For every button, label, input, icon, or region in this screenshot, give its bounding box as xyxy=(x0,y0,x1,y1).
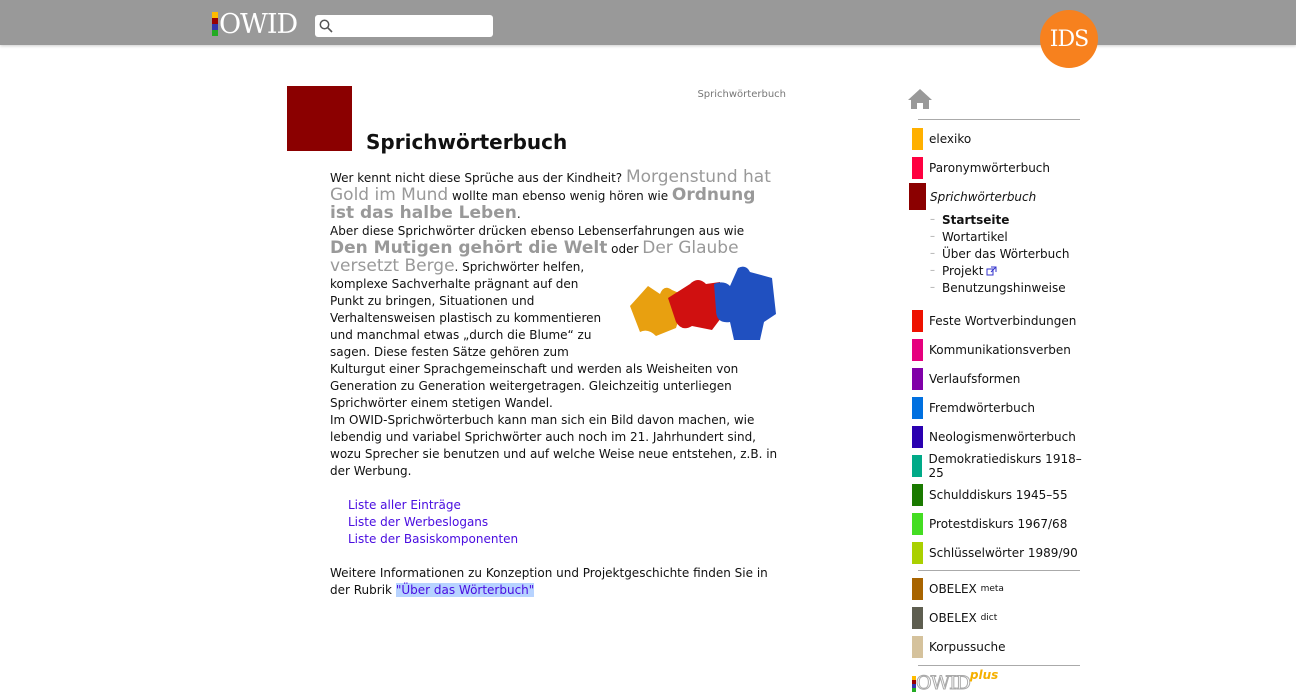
color-marker xyxy=(909,183,926,210)
sidebar-item-korpussuche[interactable]: Korpussuche xyxy=(909,632,1089,661)
sidebar-sub-about[interactable]: – Über das Wörterbuch xyxy=(930,246,1070,261)
color-marker xyxy=(912,607,923,629)
divider xyxy=(918,119,1080,120)
owid-logo[interactable] xyxy=(212,9,297,39)
header xyxy=(0,0,1296,45)
main-content xyxy=(330,169,782,599)
sidebar-item-1[interactable]: Kommunikationsverben xyxy=(909,335,1089,364)
home-button[interactable] xyxy=(907,88,1089,114)
outro-paragraph: Weitere Informationen zu Konzeption und Projektgeschichte finden Sie in der Rubrik "Über das Wörterbuch" xyxy=(330,566,768,597)
proverb-quote: Der Glaube versetzt Berge xyxy=(330,238,739,276)
color-marker xyxy=(912,455,922,477)
owidplus-logo[interactable]: OWID plus xyxy=(912,672,1089,694)
color-marker xyxy=(912,426,923,448)
external-link-icon xyxy=(986,266,997,276)
sidebar-sub-projekt[interactable]: – Projekt xyxy=(930,262,1089,279)
link-all-entries[interactable]: Liste aller Einträge xyxy=(348,498,461,512)
page-title: Sprichwörterbuch xyxy=(366,130,568,154)
intro-paragraph-2: Aber diese Sprichwörter drücken ebenso Lebenserfahrungen aus wie Den Mutigen gehört die Welt oder Der Glaube versetzt Berge . Sprichwörter helfen, komplexe Sachverhalte prägnant auf den Punkt zu bringen, Situationen und Verhaltensweisen plastisch zu kommentieren und manchmal etwas „durch die Blume“ zu sagen. Diese festen Sätze gehören zum Kulturgut einer Sprachgemeinschaft und werden als Weisheiten von Generation zu Generation weitergetragen. Gleichzeitig unterliegen Sprichwörter einem stetigen Wandel. xyxy=(330,223,782,412)
home-icon xyxy=(907,88,933,110)
color-marker xyxy=(912,128,923,150)
color-marker xyxy=(912,636,923,658)
color-marker xyxy=(912,542,923,564)
sidebar-item-5[interactable]: Demokratiediskurs 1918–25 xyxy=(909,451,1089,480)
color-marker xyxy=(912,513,923,535)
sidebar-item-obelex-meta[interactable]: OBELEX meta xyxy=(909,574,1089,603)
color-marker xyxy=(912,397,923,419)
link-slogans[interactable]: Liste der Werbeslogans xyxy=(348,515,489,529)
dictionary-color-square xyxy=(287,86,352,151)
color-marker xyxy=(912,484,923,506)
sidebar-item-6[interactable]: Schulddiskurs 1945–55 xyxy=(909,480,1089,509)
intro-paragraph-3: Im OWID-Sprichwörterbuch kann man sich ein Bild davon machen, wie lebendig und variabel Sprichwörter auch noch im 21. Jahrhundert sind, wozu Sprecher sie benutzen und auf welche Weise neue entstehen, z.B. in der Werbung. xyxy=(330,413,778,478)
color-marker xyxy=(912,310,923,332)
logo-color-bars xyxy=(212,12,218,36)
divider xyxy=(918,665,1080,666)
sidebar-sub-wortartikel[interactable]: – Wortartikel xyxy=(930,229,1008,244)
sidebar-sub-benutzung[interactable]: – Benutzungshinweise xyxy=(930,280,1066,295)
proverb-quote: Den Mutigen gehört die Welt xyxy=(330,238,608,258)
search-input[interactable] xyxy=(337,19,487,33)
puzzle-image xyxy=(620,266,782,346)
sidebar-item-obelex-dict[interactable]: OBELEX dict xyxy=(909,603,1089,632)
search-icon xyxy=(319,19,333,33)
about-dictionary-link[interactable]: "Über das Wörterbuch" xyxy=(395,583,535,597)
sidebar-item-elexiko[interactable]: elexiko xyxy=(909,124,1089,153)
breadcrumb[interactable]: Sprichwörterbuch xyxy=(697,89,786,100)
color-marker xyxy=(912,339,923,361)
sidebar-item-sprichwoerterbuch[interactable]: Sprichwörterbuch xyxy=(909,182,1089,211)
color-marker xyxy=(912,157,923,179)
proverb-quote: Ordnung ist das halbe Leben xyxy=(330,185,756,223)
color-marker xyxy=(912,578,923,600)
sidebar-item-4[interactable]: Neologismenwörterbuch xyxy=(909,422,1089,451)
sidebar-item-0[interactable]: Feste Wortverbindungen xyxy=(909,306,1089,335)
sidebar-item-2[interactable]: Verlaufsformen xyxy=(909,364,1089,393)
ids-logo[interactable]: IDS xyxy=(1040,10,1098,68)
sidebar-item-paronym[interactable]: Paronymwörterbuch xyxy=(909,153,1089,182)
search-box[interactable] xyxy=(315,15,493,37)
link-base-components[interactable]: Liste der Basiskomponenten xyxy=(348,532,519,546)
sidebar-item-7[interactable]: Protestdiskurs 1967/68 xyxy=(909,509,1089,538)
proverb-quote: Morgenstund hat Gold im Mund xyxy=(330,167,771,205)
intro-paragraph-1: Wer kennt nicht diese Sprüche aus der Kindheit? Morgenstund hat Gold im Mund wollte man ebenso wenig hören wie Ordnung ist das halbe Leben. xyxy=(330,167,771,223)
sidebar-item-8[interactable]: Schlüsselwörter 1989/90 xyxy=(909,538,1089,567)
logo-text: OWID xyxy=(219,8,298,40)
sidebar-sub-startseite[interactable]: – Startseite xyxy=(930,212,1010,227)
sidebar xyxy=(909,88,1089,694)
divider xyxy=(918,570,1080,571)
entry-lists xyxy=(348,497,782,548)
color-marker xyxy=(912,368,923,390)
sidebar-item-3[interactable]: Fremdwörterbuch xyxy=(909,393,1089,422)
